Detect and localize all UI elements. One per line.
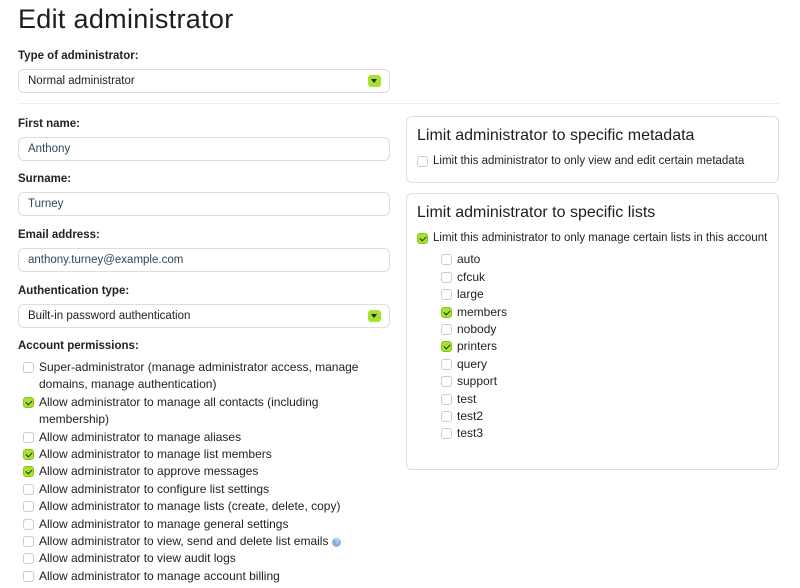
list-label: query xyxy=(457,356,488,371)
checkbox[interactable] xyxy=(441,376,452,387)
list-label: auto xyxy=(457,252,481,267)
type-label: Type of administrator: xyxy=(18,50,139,62)
auth-select[interactable] xyxy=(18,304,390,328)
auth-value: Built-in password authentication xyxy=(28,310,191,322)
permissions-label: Account permissions: xyxy=(18,340,139,352)
checkbox[interactable] xyxy=(441,341,452,352)
permission-item[interactable] xyxy=(23,498,383,515)
checkbox[interactable] xyxy=(23,449,34,460)
list-label: test2 xyxy=(457,409,484,424)
list-item[interactable] xyxy=(441,286,768,303)
email-input[interactable]: anthony.turney@example.com xyxy=(18,248,390,272)
page-title: Edit administrator xyxy=(18,4,234,34)
checkbox[interactable] xyxy=(441,394,452,405)
list-label: printers xyxy=(457,339,498,354)
permission-label: Allow administrator to manage list members xyxy=(39,447,272,462)
list-item[interactable] xyxy=(441,321,768,338)
permission-label: Allow administrator to view, send and delete list emails ? xyxy=(39,533,341,550)
metadata-option-label: Limit this administrator to only view and edit certain metadata xyxy=(433,155,745,167)
checkbox[interactable] xyxy=(23,362,34,373)
permission-item[interactable] xyxy=(23,463,383,480)
permission-label: Allow administrator to manage aliases xyxy=(39,429,242,444)
help-icon[interactable]: ? xyxy=(332,538,341,547)
list-label: support xyxy=(457,374,498,389)
permission-item[interactable] xyxy=(23,359,383,394)
list-label: test xyxy=(457,391,477,406)
list-label: test3 xyxy=(457,426,484,441)
list-item[interactable] xyxy=(441,408,768,425)
first-name-input[interactable]: Anthony xyxy=(18,137,390,161)
checkbox[interactable] xyxy=(23,553,34,564)
permission-item[interactable] xyxy=(23,568,383,585)
checkbox[interactable] xyxy=(417,156,428,167)
metadata-panel-title: Limit administrator to specific metadata xyxy=(417,127,695,144)
list-label: cfcuk xyxy=(457,269,486,284)
permission-label: Allow administrator to view audit logs xyxy=(39,551,236,566)
lists-option[interactable] xyxy=(417,230,768,247)
permission-item[interactable] xyxy=(23,429,383,446)
dropdown-arrow-icon xyxy=(368,75,381,87)
lists-option-label: Limit this administrator to only manage certain lists in this account xyxy=(433,232,768,244)
permission-label: Allow administrator to approve messages xyxy=(39,464,259,479)
checkbox[interactable] xyxy=(441,428,452,439)
checkbox[interactable] xyxy=(23,501,34,512)
permission-item[interactable] xyxy=(23,533,383,550)
permission-item[interactable] xyxy=(23,516,383,533)
type-select[interactable] xyxy=(18,69,390,93)
permission-label: Allow administrator to configure list settings xyxy=(39,481,270,496)
permission-label: Allow administrator to manage all contacts (including membership) xyxy=(39,394,319,427)
lists-list xyxy=(441,251,768,442)
checkbox[interactable] xyxy=(441,272,452,283)
list-label: nobody xyxy=(457,322,497,337)
permission-item[interactable] xyxy=(23,446,383,463)
checkbox[interactable] xyxy=(441,324,452,335)
lists-panel xyxy=(406,193,779,470)
checkbox[interactable] xyxy=(441,307,452,318)
surname-label: Surname: xyxy=(18,173,72,185)
checkbox[interactable] xyxy=(441,411,452,422)
auth-label: Authentication type: xyxy=(18,285,130,297)
divider xyxy=(18,103,780,104)
checkbox[interactable] xyxy=(23,466,34,477)
checkbox[interactable] xyxy=(23,571,34,582)
checkbox[interactable] xyxy=(23,397,34,408)
checkbox[interactable] xyxy=(417,233,428,244)
checkbox[interactable] xyxy=(23,484,34,495)
list-item[interactable] xyxy=(441,391,768,408)
list-item[interactable] xyxy=(441,338,768,355)
checkbox[interactable] xyxy=(441,289,452,300)
checkbox[interactable] xyxy=(23,536,34,547)
list-item[interactable] xyxy=(441,373,768,390)
dropdown-arrow-icon xyxy=(368,310,381,322)
permission-label: Super-administrator (manage administrator access, manage domains, manage authentication) xyxy=(39,360,359,392)
checkbox[interactable] xyxy=(23,519,34,530)
permissions-list xyxy=(23,359,383,585)
list-label: members xyxy=(457,304,508,319)
permission-item[interactable] xyxy=(23,394,383,429)
list-item[interactable] xyxy=(441,304,768,321)
list-item[interactable] xyxy=(441,356,768,373)
permission-label: Allow administrator to manage lists (create, delete, copy) xyxy=(39,499,341,514)
checkbox[interactable] xyxy=(441,359,452,370)
type-value: Normal administrator xyxy=(28,75,135,87)
permission-item[interactable] xyxy=(23,481,383,498)
list-item[interactable] xyxy=(441,269,768,286)
permission-label: Allow administrator to manage general settings xyxy=(39,516,289,531)
permission-item[interactable] xyxy=(23,550,383,567)
surname-input[interactable]: Turney xyxy=(18,192,390,216)
metadata-option[interactable] xyxy=(417,153,768,170)
lists-panel-title: Limit administrator to specific lists xyxy=(417,204,656,221)
email-label: Email address: xyxy=(18,229,100,241)
checkbox[interactable] xyxy=(23,432,34,443)
permission-label: Allow administrator to manage account billing xyxy=(39,568,280,583)
list-label: large xyxy=(457,287,484,302)
checkbox[interactable] xyxy=(441,254,452,265)
list-item[interactable] xyxy=(441,251,768,268)
first-name-label: First name: xyxy=(18,118,80,130)
metadata-panel xyxy=(406,116,779,183)
list-item[interactable] xyxy=(441,425,768,442)
